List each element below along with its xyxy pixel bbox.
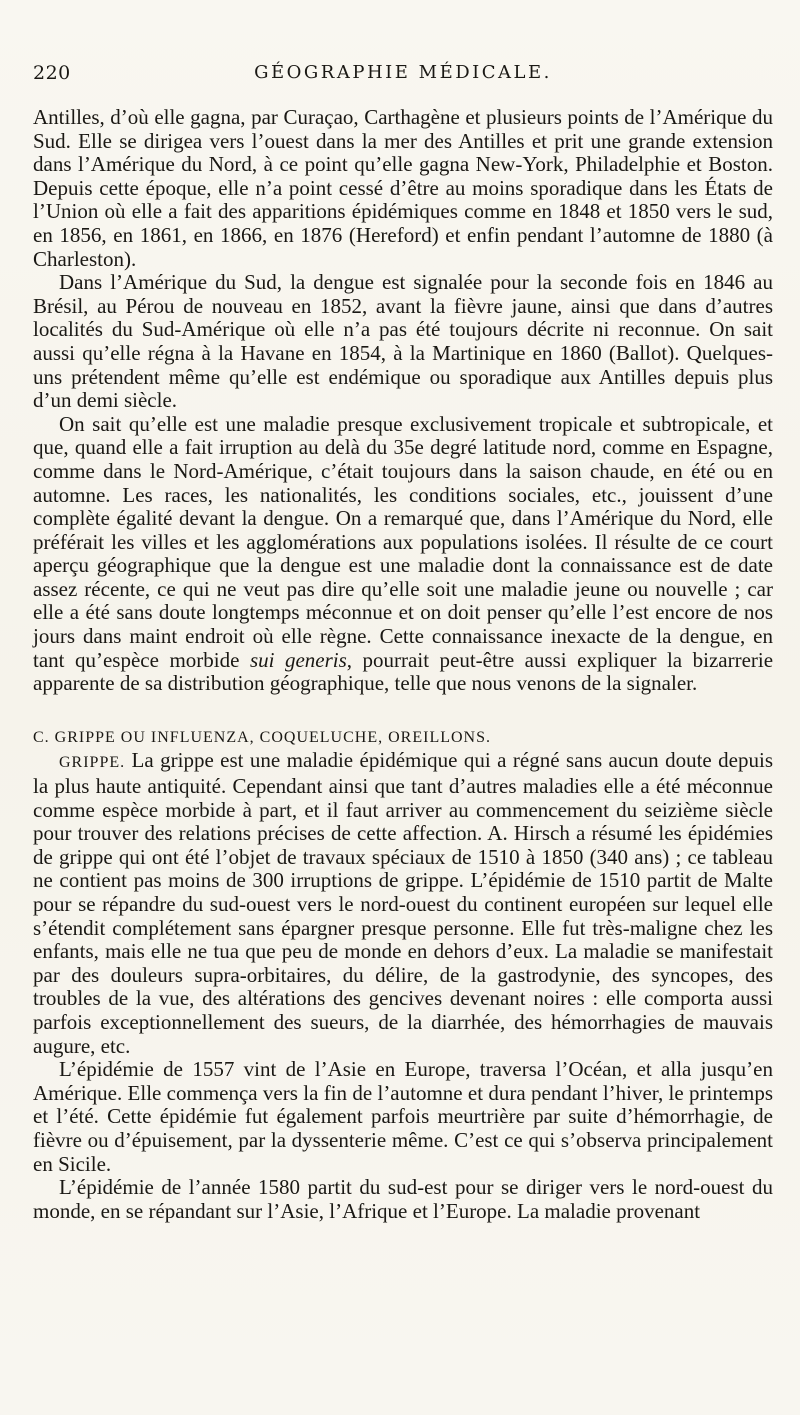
grippe-subheading: GRIPPE. <box>59 754 126 772</box>
page-number: 220 <box>33 62 71 84</box>
paragraph-grippe <box>33 749 773 1058</box>
section-title-grippe: C. GRIPPE OU INFLUENZA, COQUELUCHE, OREILLONS. <box>33 728 491 746</box>
paragraph-antilles: Antilles, d’où elle gagna, par Curaçao, Carthagène et plusieurs points de l’Amérique du Sud. Elle se dirigea vers l’ouest dans la mer des Antilles et prit une grande extension dans l’Amérique du Nord, à ce point qu’elle gagna New-York, Philadelphie et Boston. Depuis cette époque, elle n’a point cessé d’être au moins sporadique dans les États de l’Union où elle a fait des apparitions épidémiques comme en 1848 et 1850 vers le sud, en 1856, en 1861, en 1866, en 1876 (Hereford) et enfin pendant l’automne de 1880 (à Charleston). <box>33 105 773 271</box>
paragraph-tropical-disease <box>33 413 773 696</box>
body-text <box>33 106 773 1223</box>
running-title: GÉOGRAPHIE MÉDICALE. <box>254 62 552 83</box>
paragraph-tropical-text: On sait qu’elle est une maladie presque exclusivement tropicale et subtropicale, et que, quand elle a fait irruption au delà du 35e degré latitude nord, comme en Espagne, comme dans le Nord-Amérique, c’était toujours dans la saison chaude, en été ou en automne. Les races, les nationalités, les conditions sociales, etc., jouissent d’une complète égalité devant la dengue. On a remarqué que, dans l’Amérique du Nord, elle préférait les villes et les agglomérations aux populations isolées. Il résulte de ce court aperçu géographique que la dengue est une maladie dont la connaissance est de date assez récente, ce qui ne veut pas dire qu’elle soit une maladie jeune ou nouvelle ; car elle a été sans doute longtemps méconnue et on doit penser qu’elle l’est encore de nos jours dans maint endroit où elle règne. Cette connaissance inexacte de la dengue, en tant qu’espèce morbide <box>33 411 773 672</box>
paragraph-grippe-text: La grippe est une maladie épidémique qui a régné sans aucun doute depuis la plus haute antiquité. Cependant ainsi que tant d’autres maladies elle a été méconnue comme espèce morbide à part, et il faut arriver au commencement du seizième siècle pour trouver des relations précises de cette affection. A. Hirsch a résumé les épidémies de grippe qui ont été l’objet de travaux spéciaux de 1510 à 1850 (340 ans) ; ce tableau ne contient pas moins de 300 irruptions de grippe. L’épidémie de 1510 partit de Malte pour se répandre du sud-ouest vers le nord-ouest du continent européen sur lequel elle s’étendit complétement sans épargner presque personne. Elle fut très-maligne chez les enfants, mais elle ne tua que peu de monde en dehors d’eux. La maladie se manifestait par des douleurs supra-orbitaires, du délire, de la gastrodynie, des syncopes, des troubles de la vue, des altérations des gencives devenant noires : elle comporta aussi parfois exceptionnellement des sueurs, de la diarrhée, des hémorrhagies de mauvais augure, etc. <box>33 748 773 1058</box>
paragraph-south-america: Dans l’Amérique du Sud, la dengue est signalée pour la seconde fois en 1846 au Brésil, au Pérou de nouveau en 1852, avant la fièvre jaune, ainsi que dans d’autres localités du Sud-Amérique où elle n’a pas été toujours décrite ni reconnue. On sait aussi qu’elle régna à la Havane en 1854, à la Martinique en 1860 (Ballot). Quelques-uns prétendent même qu’elle est endémique ou sporadique aux Antilles depuis plus d’un demi siècle. <box>33 270 773 413</box>
paragraph-epidemic-1557: L’épidémie de 1557 vint de l’Asie en Europe, traversa l’Océan, et alla jusqu’en Amérique. Elle commença vers la fin de l’automne et dura pendant l’hiver, le printemps et l’été. Cette épidémie fut également parfois meurtrière par suite d’hémorrhagie, de fièvre ou d’épuisement, par la dyssenterie même. C’est ce qui s’observa principalement en Sicile. <box>33 1057 773 1176</box>
sui-generis-term: sui generis <box>249 647 347 672</box>
paragraph-epidemic-1580: L’épidémie de l’année 1580 partit du sud-est pour se diriger vers le nord-ouest du monde, en se répandant sur l’Asie, l’Afrique et l’Europe. La maladie provenant <box>33 1175 773 1223</box>
page-header <box>33 62 773 92</box>
paragraph-tropical-ending: , pourrait peut-être aussi expliquer la bizarrerie apparente de sa distribution géographique, telle que nous venons de la signaler. <box>33 647 774 696</box>
